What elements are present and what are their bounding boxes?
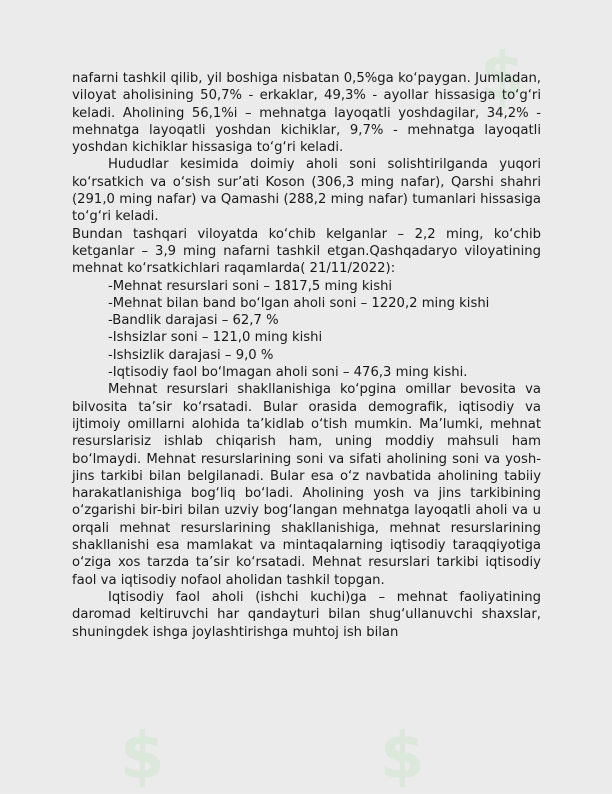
indicator-item: -Bandlik darajasi – 62,7 % — [108, 313, 279, 329]
watermark-logo: $ — [120, 720, 165, 794]
indicator-item: -Mehnat bilan band bo‘lgan aholi soni – 1220,2 ming kishi — [108, 295, 490, 311]
paragraph: Mehnat resurslari shakllanishiga ko‘pgina omillar bevosita va bilvosita ta’sir ko‘rsatadi. Bular orasida demografik, iqtisodiy va ijtimoiy omillarni alohida ta’kidlab o‘tish mumkin. Ma’lumki, mehnat resurslarisiz ishlab chiqarish ham, uning moddiy mahsuli ham bo‘lmaydi. Mehnat resurslarining soni va sifati aholining soni va yosh-jins tarkibi bilan belgilanadi. Bular esa o‘z navbatida aholining tabiiy harakatlanishiga bog‘liq bo‘ladi. Aholining yosh va jins tarkibining o‘zgarishi bir-biri bilan uzviy bog‘langan mehnatga layoqatli aholi va u orqali mehnat resurslarining shakllanishiga, mehnat resurslarining shakllanishi esa mamlakat va mintaqalarning iqtisodiy taraqqiyotiga o‘ziga xos tarzda ta’sir ko‘rsatadi. Mehnat resurslari tarkibi iqtisodiy faol va iqtisodiy nofaol aholidan tashkil topgan. — [72, 382, 541, 588]
paragraph: Iqtisodiy faol aholi (ishchi kuchi)ga – mehnat faoliyatining daromad keltiruvchi har qandayturi bilan shug‘ullanuvchi shaxslar, shuningdek ishga joylashtirishga muhtoj ish bilan — [72, 589, 541, 640]
indicator-item: -Mehnat resurslari soni – 1817,5 ming kishi — [108, 278, 393, 294]
paragraph: Hududlar kesimida doimiy aholi soni solishtirilganda yuqori ko‘rsatkich va o‘sish sur’ati Koson (306,3 ming nafar), Qarshi shahri (291,0 ming nafar) va Qamashi (288,2 ming nafar) tumanlari hissasiga to‘g‘ri keladi. — [72, 157, 541, 225]
document-body — [72, 70, 541, 641]
paragraph: Bundan tashqari viloyatda ko‘chib kelganlar – 2,2 ming, ko‘chib ketganlar – 3,9 ming nafarni tashkil etgan.Qashqadaryo viloyatining mehnat ko‘rsatkichlari raqamlarda( 21/11/2022): — [72, 226, 541, 277]
indicator-item: -Iqtisodiy faol bo‘lmagan aholi soni – 476,3 ming kishi. — [108, 365, 468, 381]
indicator-item: -Ishsizlik darajasi – 9,0 % — [108, 347, 274, 363]
paragraph: nafarni tashkil qilib, yil boshiga nisbatan 0,5%ga ko‘paygan. Jumladan, viloyat aholisining 50,7% - erkaklar, 49,3% - ayollar hissasiga to‘g‘ri keladi. Aholining 56,1%i – mehnatga layoqatli yoshdagilar, 34,2% - mehnatga layoqatli yoshdan kichiklar, 9,7% - mehnatga layoqatli yoshdan kichiklar hissasiga to‘g‘ri keladi. — [72, 71, 541, 156]
watermark-logo: $ — [480, 40, 525, 114]
indicator-item: -Ishsizlar soni – 121,0 ming kishi — [108, 330, 323, 346]
watermark-logo: $ — [380, 720, 425, 794]
